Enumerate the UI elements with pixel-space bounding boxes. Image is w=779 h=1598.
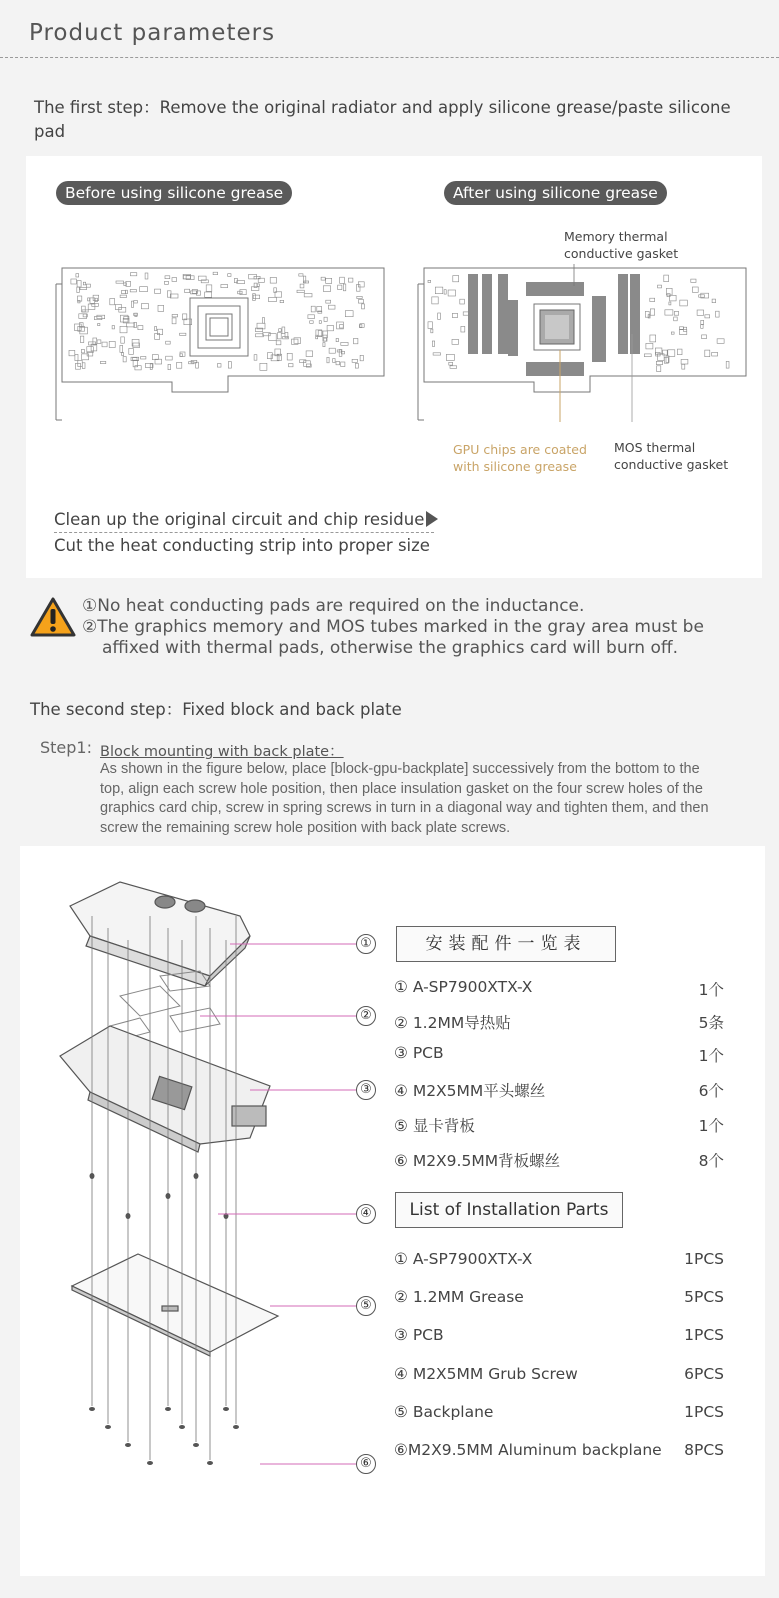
- list-item: [394, 1149, 724, 1173]
- part-name: ② 1.2MM导热贴: [394, 1014, 511, 1032]
- pcb-before-illustration: [52, 264, 388, 422]
- after-label: After using silicone grease: [444, 181, 667, 205]
- list-item: [394, 1441, 724, 1465]
- parts-list-cn-title: 安装配件一览表: [396, 926, 616, 962]
- step2-title: The second step：Fixed block and back plate: [30, 700, 402, 719]
- anno-mos-line2: conductive gasket: [614, 457, 729, 472]
- parts-list-en-title: List of Installation Parts: [395, 1192, 623, 1228]
- part-qty: 1PCS: [684, 1326, 724, 1344]
- part-qty: 8PCS: [684, 1441, 724, 1459]
- list-item: [394, 1288, 724, 1312]
- part-qty: 8个: [698, 1152, 724, 1170]
- list-item: [394, 1250, 724, 1274]
- anno-gpu-line1: GPU chips are coated: [453, 442, 587, 457]
- part-name: ③ PCB: [394, 1044, 444, 1062]
- part-qty: 5条: [698, 1014, 724, 1032]
- step-subtitle: Block mounting with back plate：: [100, 744, 344, 760]
- warning-triangle-icon: [30, 596, 76, 638]
- callout-4: ④: [356, 1204, 376, 1224]
- note-cut-strip: Cut the heat conducting strip into proper size: [54, 536, 430, 555]
- callout-3: ③: [356, 1080, 376, 1100]
- list-item: [394, 1079, 724, 1103]
- callout-1: ①: [356, 934, 376, 954]
- anno-mos-gasket: [614, 439, 728, 473]
- anno-gpu-grease: [453, 441, 587, 475]
- part-name: ⑤ Backplane: [394, 1403, 494, 1421]
- part-name: ⑥ M2X9.5MM背板螺丝: [394, 1152, 561, 1170]
- part-qty: 1PCS: [684, 1250, 724, 1268]
- list-item: [394, 978, 724, 1002]
- anno-gpu-line2: with silicone grease: [453, 459, 577, 474]
- part-qty: 6PCS: [684, 1365, 724, 1383]
- callout-6: ⑥: [356, 1454, 376, 1474]
- step-label: Step1:: [40, 738, 92, 757]
- list-item: [394, 1114, 724, 1138]
- part-qty: 1个: [698, 1047, 724, 1065]
- water-block-part: [70, 882, 250, 986]
- anno-mos-line1: MOS thermal: [614, 440, 696, 455]
- step1-title: The first step：Remove the original radiator and apply silicone grease/paste silicone pad: [34, 98, 731, 141]
- note-clean-residue: [54, 510, 434, 533]
- part-name: ④ M2X5MM Grub Screw: [394, 1365, 578, 1383]
- pcb-part: [60, 1026, 270, 1152]
- callout-5: ⑤: [356, 1296, 376, 1316]
- note-clean-text: Clean up the original circuit and chip residue: [54, 510, 425, 529]
- anno-memory-line2: conductive gasket: [564, 246, 679, 261]
- callout-2: ②: [356, 1006, 376, 1026]
- anno-memory-gasket: [564, 228, 678, 262]
- step1-panel: [26, 156, 762, 578]
- list-item: [394, 1044, 724, 1068]
- exploded-view-illustration: [50, 876, 380, 1516]
- part-qty: 1个: [698, 1117, 724, 1135]
- warning-text: [82, 596, 704, 659]
- warning-line3: affixed with thermal pads, otherwise the graphics card will burn off.: [102, 638, 678, 658]
- part-name: ③ PCB: [394, 1326, 444, 1344]
- part-name: ⑤ 显卡背板: [394, 1117, 475, 1135]
- list-item: [394, 1011, 724, 1035]
- anno-memory-line1: Memory thermal: [564, 229, 668, 244]
- step-description: As shown in the figure below, place [block-gpu-backplate] successively from the bottom to the top, align each screw hole position, then place insulation gasket on the four screw holes of the graphics card chip, screw in spring screws in turn in a diagonal way and tighten them, and then screw the remaining screw hole position with back plate screws.: [100, 761, 709, 836]
- list-item: [394, 1365, 724, 1389]
- pcb-after-illustration: [414, 264, 750, 422]
- page-header: [0, 0, 779, 58]
- part-name: ④ M2X5MM平头螺丝: [394, 1082, 546, 1100]
- page-title: Product parameters: [29, 20, 276, 46]
- part-qty: 5PCS: [684, 1288, 724, 1306]
- part-name: ① A-SP7900XTX-X: [394, 978, 533, 996]
- installation-panel: [20, 846, 765, 1576]
- part-qty: 1PCS: [684, 1403, 724, 1421]
- part-name: ② 1.2MM Grease: [394, 1288, 524, 1306]
- list-item: [394, 1403, 724, 1427]
- part-name: ① A-SP7900XTX-X: [394, 1250, 533, 1268]
- part-qty: 1个: [698, 981, 724, 999]
- warning-line2: ②The graphics memory and MOS tubes marked in the gray area must be: [82, 617, 704, 637]
- backplate-part: [72, 1254, 278, 1356]
- warning-line1: ①No heat conducting pads are required on the inductance.: [82, 596, 585, 616]
- before-label: Before using silicone grease: [56, 181, 292, 205]
- list-item: [394, 1326, 724, 1350]
- arrow-right-icon: [426, 511, 438, 527]
- part-qty: 6个: [698, 1082, 724, 1100]
- part-name: ⑥M2X9.5MM Aluminum backplane: [394, 1441, 662, 1459]
